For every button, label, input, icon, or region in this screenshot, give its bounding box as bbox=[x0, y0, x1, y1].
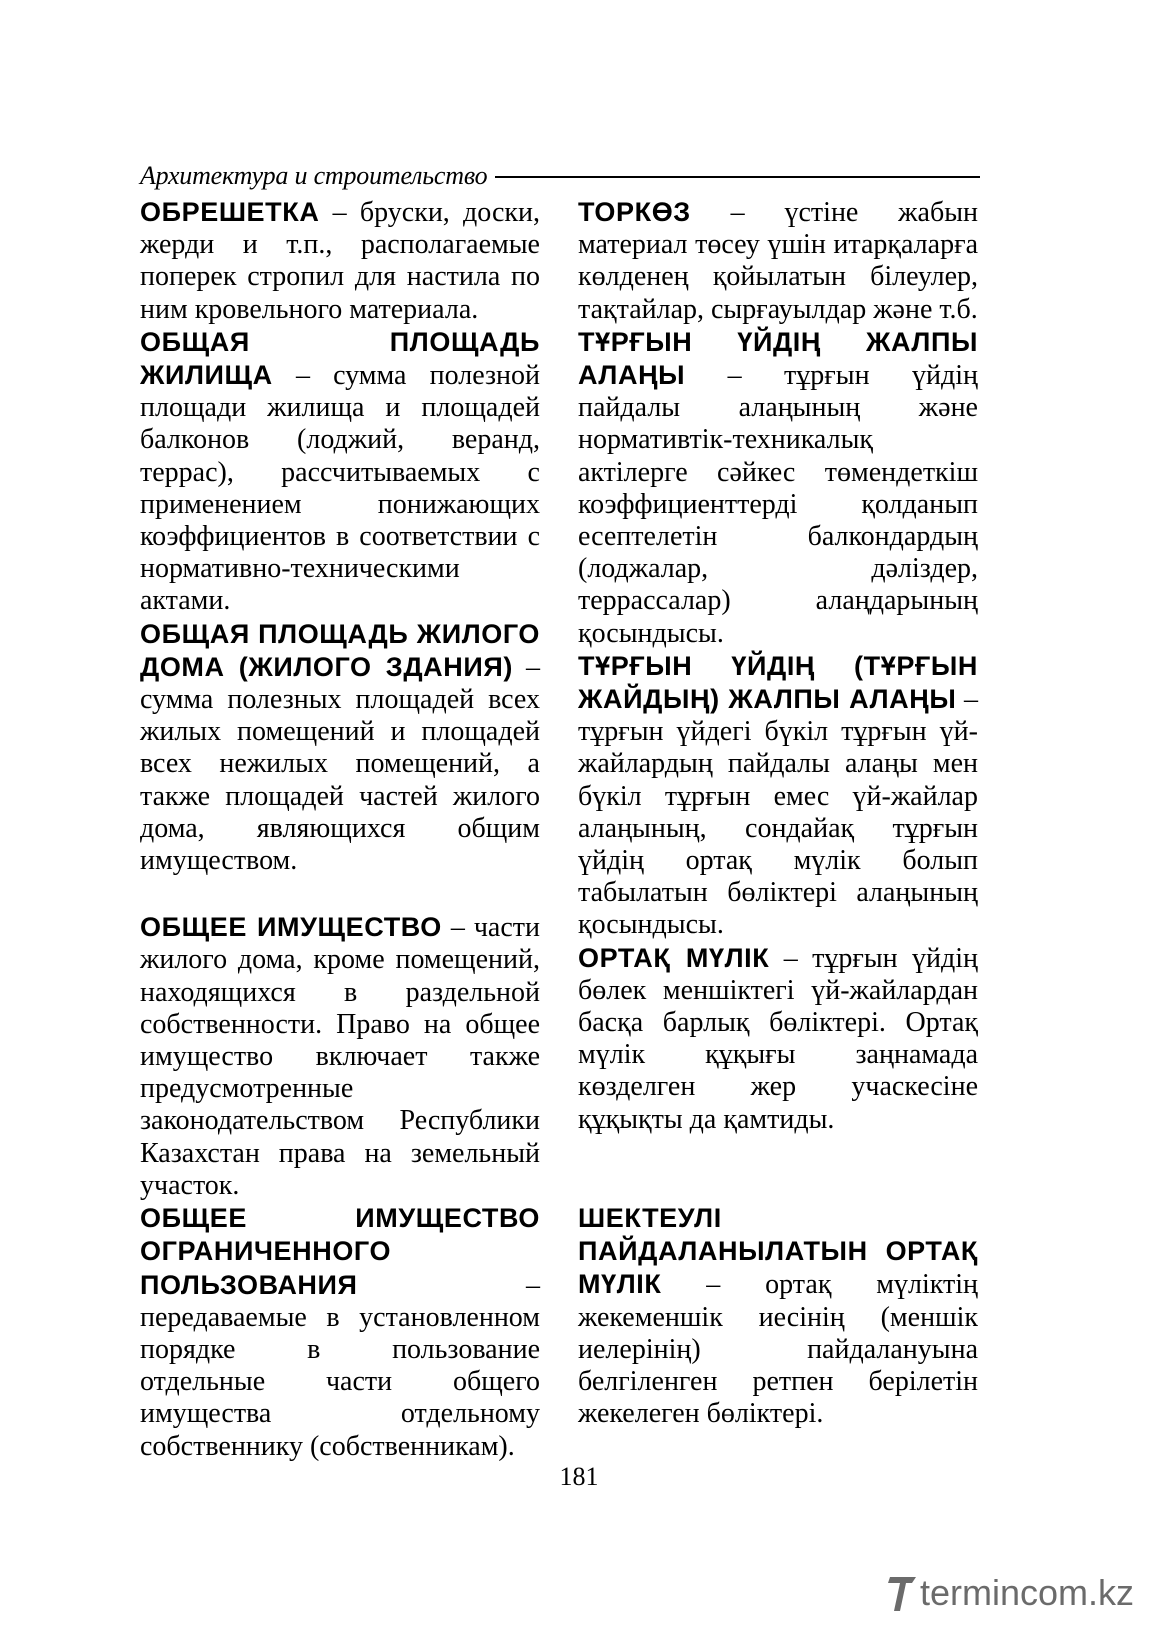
site-watermark bbox=[888, 1572, 1134, 1614]
dictionary-entry bbox=[140, 911, 540, 1202]
entry-definition: – тұрғын үйдегі бүкіл тұрғын үй-жайлардың пайдалы алаңы мен бүкіл тұрғын емес үй-жайлар алаңының, сондайақ тұрғын үйдің ортақ мүлік болып табылатын бөліктері алаңының қосындысы. bbox=[578, 684, 978, 941]
dictionary-entry bbox=[140, 196, 540, 326]
entry-term: ОБЩЕЕ ИМУЩЕСТВО ОГРАНИЧЕННОГО ПОЛЬЗОВАНИЯ bbox=[140, 1203, 540, 1300]
entry-definition: – үстіне жабын материал төсеу үшін итарқаларға көлденең қойылатын білеулер, тақтайлар, сырғауылдар және т.б. bbox=[578, 197, 978, 325]
entry-term: ОБЩЕЕ ИМУЩЕСТВО bbox=[140, 912, 442, 943]
right-column bbox=[578, 196, 978, 1430]
entry-term: ОБЩАЯ ПЛОЩАДЬ ЖИЛОГО ДОМА (ЖИЛОГО ЗДАНИЯ) bbox=[140, 618, 540, 682]
entry-definition: – тұрғын үйдің пайдалы алаңының және нормативтік-техникалық актілерге сәйкес төмендеткіш коэффициенттерді қолданып есептелетін балкондардың (лоджалар, дәліздер, террассалар) алаңдарының қосындысы. bbox=[578, 360, 978, 649]
entry-term: ТҰРҒЫН ҮЙДІҢ (ТҰРҒЫН ЖАЙДЫҢ) ЖАЛПЫ АЛАҢЫ bbox=[578, 650, 978, 715]
spacer bbox=[140, 877, 540, 911]
entry-term: ОБРЕШЕТКА bbox=[140, 197, 320, 227]
entry-term: ШЕКТЕУЛІ ПАЙДАЛАНЫЛАТЫН ОРТАҚ МҮЛІК bbox=[578, 1202, 978, 1300]
running-header bbox=[140, 158, 980, 194]
dictionary-entry bbox=[578, 942, 978, 1136]
dictionary-entry bbox=[578, 650, 978, 942]
dictionary-entry bbox=[140, 326, 540, 618]
dictionary-entry bbox=[578, 196, 978, 326]
dictionary-entry bbox=[578, 326, 978, 650]
entry-definition: – ортақ мүліктің жекеменшік иесінің (меншік иелерінің) пайдалануына белгіленген ретпен берілетін жекелеген бөліктері. bbox=[578, 1269, 978, 1430]
header-rule bbox=[495, 176, 980, 178]
dictionary-entry bbox=[140, 618, 540, 878]
entry-term: ОРТАҚ МҮЛІК bbox=[578, 942, 770, 973]
entry-definition: – бруски, доски, жерди и т.п., располагаемые поперек стропил для настила по ним кровельного материала. bbox=[140, 197, 540, 325]
left-column bbox=[140, 196, 540, 1463]
entry-term: ТҰРҒЫН ҮЙДІҢ ЖАЛПЫ АЛАҢЫ bbox=[578, 326, 978, 391]
section-title: Архитектура и строительство bbox=[140, 161, 488, 190]
entry-definition: – сумма полезных площадей всех жилых помещений и площадей всех нежилых помещений, а также площадей частей жилого дома, являющихся общим имуществом. bbox=[140, 651, 540, 877]
letter-t-logo-icon bbox=[888, 1573, 918, 1613]
entry-definition: – передаваемые в установленном порядке в пользование отдельные части общего имущества отдельному собственнику (собственникам). bbox=[140, 1269, 540, 1462]
dictionary-entry bbox=[140, 1202, 540, 1463]
spacer bbox=[578, 1136, 978, 1202]
watermark-text: termincom.kz bbox=[919, 1572, 1134, 1613]
entry-definition: – сумма полезной площади жилища и площадей балконов (лоджий, веранд, террас), рассчитываемых с применением понижающих коэффициентов в соответствии с нормативно-техническими актами. bbox=[140, 360, 540, 617]
entry-definition: – части жилого дома, кроме помещений, находящихся в раздельной собственности. Право на общее имущество включает также предусмотренные законодательством Республики Казахстан права на земельный участок. bbox=[140, 912, 540, 1201]
entry-term: ТОРКӨЗ bbox=[578, 197, 691, 227]
entry-definition: – тұрғын үйдің бөлек меншіктегі үй-жайлардан басқа барлық бөліктері. Ортақ мүлік құқығы заңнамада көзделген жер учаскесіне құқықты да қамтиды. bbox=[578, 942, 978, 1135]
entry-term: ОБЩАЯ ПЛОЩАДЬ ЖИЛИЩА bbox=[140, 326, 540, 391]
page-number: 181 bbox=[559, 1462, 599, 1491]
dictionary-entry bbox=[578, 1202, 978, 1430]
